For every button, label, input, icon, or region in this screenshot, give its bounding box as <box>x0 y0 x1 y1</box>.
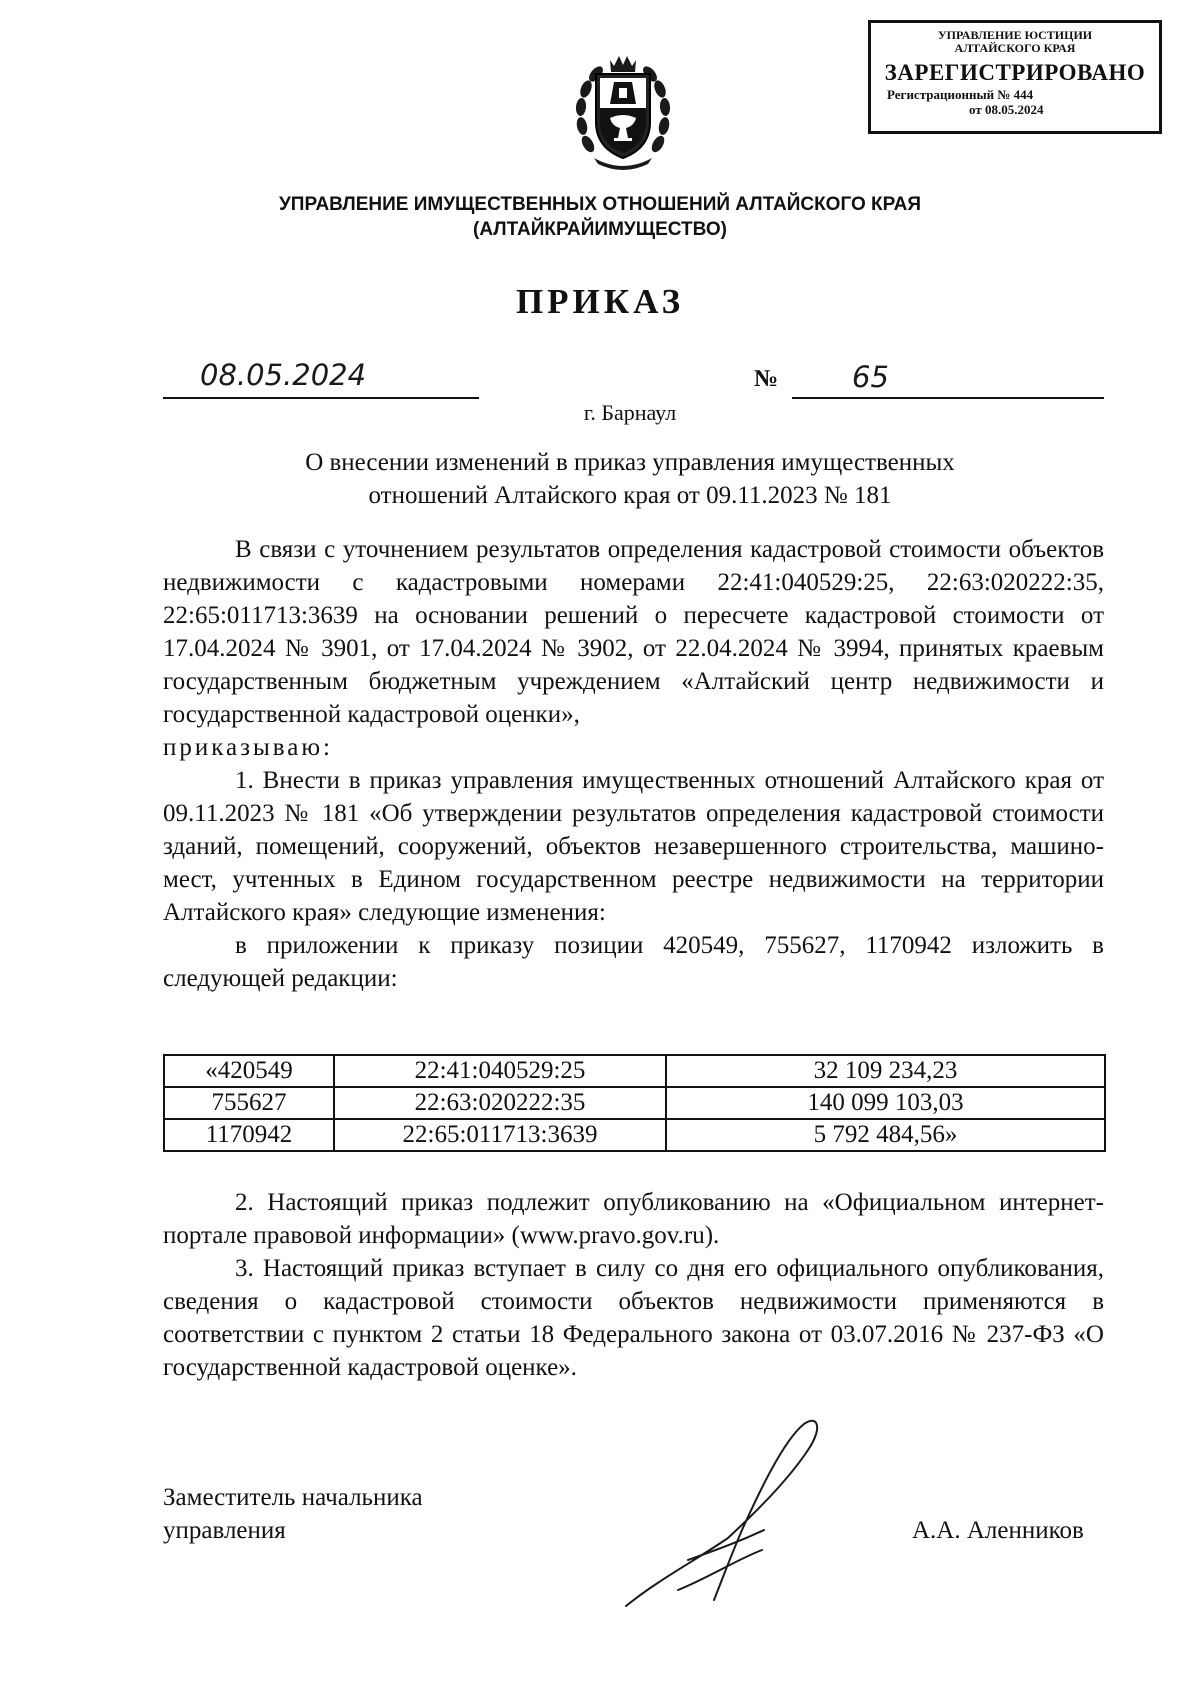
org-name-line2: (АЛТАЙКРАЙИМУЩЕСТВО) <box>473 219 727 240</box>
stamp-org-line2: АЛТАЙСКОГО КРАЯ <box>954 41 1076 55</box>
document-body <box>163 533 1104 995</box>
handwritten-number: 65 <box>852 360 889 394</box>
document-body-continued <box>163 1186 1104 1384</box>
table-row <box>164 1119 1105 1151</box>
subject-line1: О внесении изменений в приказ управления имущественных <box>305 449 955 476</box>
item-1-sub-paragraph: в приложении к приказу позиции 420549, 755627, 1170942 изложить в следующей редакции: <box>163 932 1104 992</box>
subject-line2: отношений Алтайского края от 09.11.2023 № 181 <box>368 482 892 509</box>
item-1-paragraph: 1. Внести в приказ управления имущественных отношений Алтайского края от 09.11.2023 № 181 «Об утверждении результатов определения кадастровой стоимости зданий, помещений, сооружений, объектов незавершенного строительства, машино-мест, учтенных в Едином государственном реестре недвижимости на территории Алтайского края» следующие изменения: <box>163 767 1104 926</box>
org-name-line1: УПРАВЛЕНИЕ ИМУЩЕСТВЕННЫХ ОТНОШЕНИЙ АЛТАЙСКОГО КРАЯ <box>278 194 922 215</box>
number-underline <box>792 397 1104 399</box>
table-row <box>164 1087 1105 1119</box>
stamp-reg-date: от 08.05.2024 <box>969 102 1044 117</box>
altai-krai-coat-of-arms-icon <box>574 52 672 176</box>
item-2-paragraph: 2. Настоящий приказ подлежит опубликованию на «Официальном интернет-портале правовой информации» (www.pravo.gov.ru). <box>163 1189 1104 1249</box>
preamble-paragraph: В связи с уточнением результатов определения кадастровой стоимости объектов недвижимости с кадастровыми номерами 22:41:040529:25, 22:63:020222:35, 22:65:011713:3639 на основании решений о пересчете кадастровой стоимости от 17.04.2024 № 3901, от 17.04.2024 № 3902, от 22.04.2024 № 3994, принятых краевым государственным бюджетным учреждением «Алтайский центр недвижимости и государственной кадастровой оценки», <box>163 536 1104 728</box>
position-cell: 1170942 <box>164 1119 334 1151</box>
registration-stamp <box>868 20 1162 134</box>
stamp-reg-number: Регистрационный № 444 <box>887 87 1034 102</box>
item-3-paragraph: 3. Настоящий приказ вступает в силу со дня его официального опубликования, сведения о кадастровой стоимости объектов недвижимости применяются в соответствии с пунктом 2 статьи 18 Федерального закона от 03.07.2016 № 237-ФЗ «О государственной кадастровой оценке». <box>163 1255 1104 1381</box>
stamp-org-line1: УПРАВЛЕНИЕ ЮСТИЦИИ <box>937 28 1093 42</box>
signer-title <box>163 1481 423 1547</box>
order-word: приказываю: <box>163 734 333 761</box>
document-type: ПРИКАЗ <box>515 282 685 321</box>
signer-title-line2: управления <box>163 1517 286 1544</box>
organization-name <box>0 192 1200 242</box>
handwritten-date: 08.05.2024 <box>200 358 367 392</box>
cadastral-value-cell: 32 109 234,23 <box>666 1055 1105 1087</box>
cadastral-number-cell: 22:63:020222:35 <box>334 1087 666 1119</box>
city: г. Барнаул <box>583 400 677 425</box>
cadastral-value-cell: 140 099 103,03 <box>666 1087 1105 1119</box>
stamp-status: ЗАРЕГИСТРИРОВАНО <box>884 60 1146 85</box>
position-cell: «420549 <box>164 1055 334 1087</box>
table-row <box>164 1055 1105 1087</box>
signer-title-line1: Заместитель начальника <box>163 1484 423 1511</box>
document-subject <box>200 446 1060 512</box>
cadastral-values-table <box>163 1054 1106 1152</box>
number-label: № <box>754 366 779 392</box>
position-cell: 755627 <box>164 1087 334 1119</box>
cadastral-number-cell: 22:65:011713:3639 <box>334 1119 666 1151</box>
signer-name: А.А. Аленников <box>912 1517 1084 1544</box>
cadastral-number-cell: 22:41:040529:25 <box>334 1055 666 1087</box>
handwritten-signature-icon <box>618 1410 848 1615</box>
date-underline <box>163 397 479 399</box>
cadastral-value-cell: 5 792 484,56» <box>666 1119 1105 1151</box>
